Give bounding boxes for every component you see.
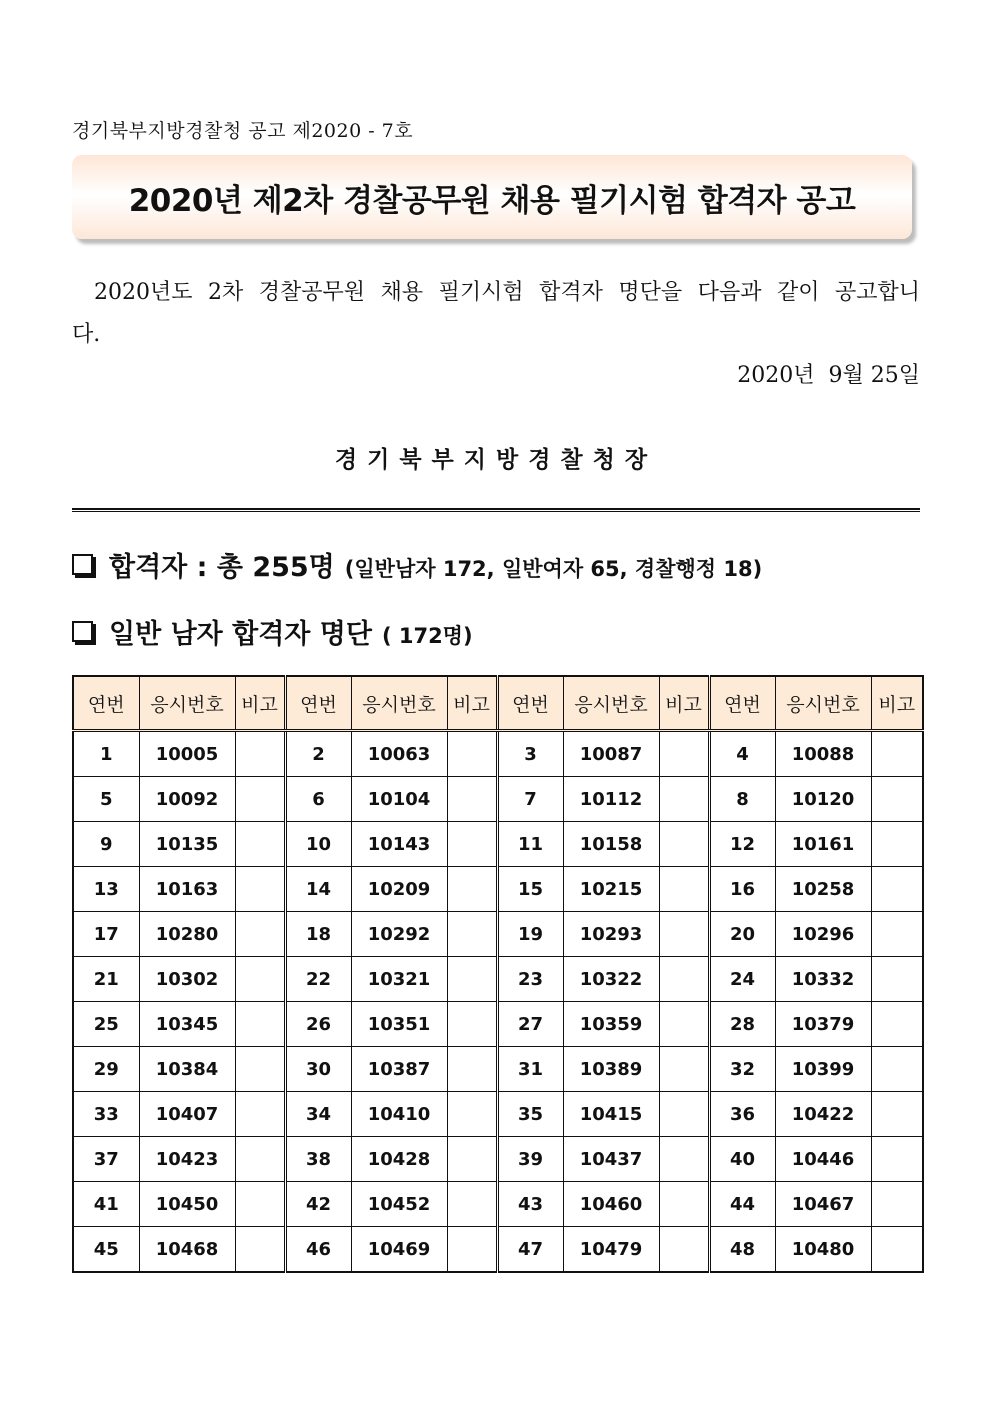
section-total-heading bbox=[72, 545, 762, 584]
exam-number-cell: 10321 bbox=[351, 957, 447, 1002]
seq-cell: 6 bbox=[285, 777, 351, 822]
exam-number-cell: 10468 bbox=[139, 1227, 235, 1273]
exam-number-cell: 10112 bbox=[563, 777, 659, 822]
remark-cell bbox=[871, 777, 923, 822]
table-header-row bbox=[73, 676, 923, 731]
seq-cell: 33 bbox=[73, 1092, 139, 1137]
exam-number-cell: 10120 bbox=[775, 777, 871, 822]
remark-cell bbox=[235, 912, 285, 957]
issuer-name: 경기북부지방경찰청장 bbox=[334, 446, 658, 473]
exam-number-cell: 10410 bbox=[351, 1092, 447, 1137]
exam-number-cell: 10005 bbox=[139, 731, 235, 777]
exam-number-cell: 10452 bbox=[351, 1182, 447, 1227]
exam-number-cell: 10088 bbox=[775, 731, 871, 777]
remark-cell bbox=[447, 912, 497, 957]
col-header-remark: 비고 bbox=[871, 676, 923, 731]
col-header-remark: 비고 bbox=[659, 676, 709, 731]
col-header-seq: 연번 bbox=[709, 676, 775, 731]
exam-number-cell: 10480 bbox=[775, 1227, 871, 1273]
remark-cell bbox=[659, 731, 709, 777]
exam-number-cell: 10104 bbox=[351, 777, 447, 822]
seq-cell: 42 bbox=[285, 1182, 351, 1227]
section-total-title: 합격자 : 총 255명 bbox=[109, 552, 335, 583]
remark-cell bbox=[447, 957, 497, 1002]
remark-cell bbox=[659, 1092, 709, 1137]
remark-cell bbox=[235, 957, 285, 1002]
remark-cell bbox=[659, 957, 709, 1002]
seq-cell: 12 bbox=[709, 822, 775, 867]
seq-cell: 36 bbox=[709, 1092, 775, 1137]
seq-cell: 47 bbox=[497, 1227, 563, 1273]
seq-cell: 24 bbox=[709, 957, 775, 1002]
intro-text: 2020년도 2차 경찰공무원 채용 필기시험 합격자 명단을 다음과 같이 공고합니다. bbox=[72, 280, 920, 347]
remark-cell bbox=[871, 1227, 923, 1273]
seq-cell: 13 bbox=[73, 867, 139, 912]
exam-number-cell: 10479 bbox=[563, 1227, 659, 1273]
seq-cell: 31 bbox=[497, 1047, 563, 1092]
remark-cell bbox=[871, 1047, 923, 1092]
seq-cell: 35 bbox=[497, 1092, 563, 1137]
section-male-title: 일반 남자 합격자 명단 bbox=[109, 619, 372, 650]
seq-cell: 37 bbox=[73, 1137, 139, 1182]
seq-cell: 25 bbox=[73, 1002, 139, 1047]
seq-cell: 22 bbox=[285, 957, 351, 1002]
remark-cell bbox=[659, 867, 709, 912]
notice-number: 경기북부지방경찰청 공고 제2020 - 7호 bbox=[72, 120, 414, 142]
table-row bbox=[73, 1092, 923, 1137]
exam-number-cell: 10450 bbox=[139, 1182, 235, 1227]
exam-number-cell: 10332 bbox=[775, 957, 871, 1002]
exam-number-cell: 10209 bbox=[351, 867, 447, 912]
exam-number-cell: 10322 bbox=[563, 957, 659, 1002]
notice-date: 2020년 9월 25일 bbox=[737, 363, 920, 388]
remark-cell bbox=[235, 822, 285, 867]
remark-cell bbox=[659, 777, 709, 822]
exam-number-cell: 10389 bbox=[563, 1047, 659, 1092]
seq-cell: 26 bbox=[285, 1002, 351, 1047]
exam-number-cell: 10345 bbox=[139, 1002, 235, 1047]
seq-cell: 28 bbox=[709, 1002, 775, 1047]
seq-cell: 38 bbox=[285, 1137, 351, 1182]
exam-number-cell: 10158 bbox=[563, 822, 659, 867]
exam-number-cell: 10293 bbox=[563, 912, 659, 957]
table-row bbox=[73, 957, 923, 1002]
table-row bbox=[73, 1047, 923, 1092]
col-header-exam-no: 응시번호 bbox=[775, 676, 871, 731]
seq-cell: 32 bbox=[709, 1047, 775, 1092]
table-row bbox=[73, 1002, 923, 1047]
remark-cell bbox=[871, 957, 923, 1002]
exam-number-cell: 10407 bbox=[139, 1092, 235, 1137]
checkbox-bullet-icon bbox=[72, 554, 93, 575]
seq-cell: 44 bbox=[709, 1182, 775, 1227]
remark-cell bbox=[659, 822, 709, 867]
remark-cell bbox=[871, 1002, 923, 1047]
section-male-detail: ( 172명) bbox=[381, 624, 473, 648]
remark-cell bbox=[659, 1227, 709, 1273]
exam-number-cell: 10258 bbox=[775, 867, 871, 912]
remark-cell bbox=[659, 1182, 709, 1227]
remark-cell bbox=[871, 822, 923, 867]
section-male-heading bbox=[72, 612, 473, 651]
remark-cell bbox=[871, 912, 923, 957]
remark-cell bbox=[659, 1047, 709, 1092]
col-header-exam-no: 응시번호 bbox=[563, 676, 659, 731]
col-header-exam-no: 응시번호 bbox=[139, 676, 235, 731]
seq-cell: 15 bbox=[497, 867, 563, 912]
seq-cell: 27 bbox=[497, 1002, 563, 1047]
exam-number-cell: 10384 bbox=[139, 1047, 235, 1092]
seq-cell: 45 bbox=[73, 1227, 139, 1273]
seq-cell: 18 bbox=[285, 912, 351, 957]
seq-cell: 2 bbox=[285, 731, 351, 777]
exam-number-cell: 10359 bbox=[563, 1002, 659, 1047]
seq-cell: 14 bbox=[285, 867, 351, 912]
table-row bbox=[73, 912, 923, 957]
col-header-seq: 연번 bbox=[285, 676, 351, 731]
section-total-detail: (일반남자 172, 일반여자 65, 경찰행정 18) bbox=[344, 557, 763, 581]
table-row bbox=[73, 822, 923, 867]
seq-cell: 41 bbox=[73, 1182, 139, 1227]
remark-cell bbox=[871, 1092, 923, 1137]
checkbox-bullet-icon bbox=[72, 621, 93, 642]
exam-number-cell: 10087 bbox=[563, 731, 659, 777]
seq-cell: 39 bbox=[497, 1137, 563, 1182]
exam-number-cell: 10422 bbox=[775, 1092, 871, 1137]
exam-number-cell: 10437 bbox=[563, 1137, 659, 1182]
remark-cell bbox=[447, 1182, 497, 1227]
exam-number-cell: 10292 bbox=[351, 912, 447, 957]
remark-cell bbox=[235, 777, 285, 822]
exam-number-cell: 10215 bbox=[563, 867, 659, 912]
exam-number-cell: 10092 bbox=[139, 777, 235, 822]
remark-cell bbox=[235, 1047, 285, 1092]
seq-cell: 3 bbox=[497, 731, 563, 777]
title-banner bbox=[72, 155, 912, 239]
seq-cell: 7 bbox=[497, 777, 563, 822]
exam-number-cell: 10469 bbox=[351, 1227, 447, 1273]
col-header-exam-no: 응시번호 bbox=[351, 676, 447, 731]
remark-cell bbox=[659, 1137, 709, 1182]
remark-cell bbox=[871, 1137, 923, 1182]
seq-cell: 29 bbox=[73, 1047, 139, 1092]
remark-cell bbox=[447, 1047, 497, 1092]
exam-number-cell: 10296 bbox=[775, 912, 871, 957]
intro-paragraph bbox=[72, 272, 920, 356]
remark-cell bbox=[871, 731, 923, 777]
table-row bbox=[73, 1182, 923, 1227]
seq-cell: 17 bbox=[73, 912, 139, 957]
exam-number-cell: 10423 bbox=[139, 1137, 235, 1182]
seq-cell: 40 bbox=[709, 1137, 775, 1182]
remark-cell bbox=[447, 731, 497, 777]
seq-cell: 5 bbox=[73, 777, 139, 822]
exam-number-cell: 10143 bbox=[351, 822, 447, 867]
divider bbox=[72, 508, 920, 512]
remark-cell bbox=[235, 1137, 285, 1182]
remark-cell bbox=[447, 1227, 497, 1273]
exam-number-cell: 10351 bbox=[351, 1002, 447, 1047]
seq-cell: 30 bbox=[285, 1047, 351, 1092]
remark-cell bbox=[235, 731, 285, 777]
remark-cell bbox=[447, 1092, 497, 1137]
seq-cell: 16 bbox=[709, 867, 775, 912]
col-header-remark: 비고 bbox=[447, 676, 497, 731]
exam-number-cell: 10280 bbox=[139, 912, 235, 957]
seq-cell: 9 bbox=[73, 822, 139, 867]
remark-cell bbox=[659, 912, 709, 957]
remark-cell bbox=[447, 822, 497, 867]
table-row bbox=[73, 731, 923, 777]
col-header-seq: 연번 bbox=[73, 676, 139, 731]
seq-cell: 10 bbox=[285, 822, 351, 867]
seq-cell: 34 bbox=[285, 1092, 351, 1137]
seq-cell: 4 bbox=[709, 731, 775, 777]
seq-cell: 43 bbox=[497, 1182, 563, 1227]
seq-cell: 46 bbox=[285, 1227, 351, 1273]
exam-number-cell: 10467 bbox=[775, 1182, 871, 1227]
exam-number-cell: 10135 bbox=[139, 822, 235, 867]
exam-number-cell: 10302 bbox=[139, 957, 235, 1002]
page-title: 2020년 제2차 경찰공무원 채용 필기시험 합격자 공고 bbox=[128, 182, 856, 219]
seq-cell: 1 bbox=[73, 731, 139, 777]
exam-number-cell: 10428 bbox=[351, 1137, 447, 1182]
remark-cell bbox=[447, 1137, 497, 1182]
exam-number-cell: 10460 bbox=[563, 1182, 659, 1227]
seq-cell: 19 bbox=[497, 912, 563, 957]
exam-number-cell: 10379 bbox=[775, 1002, 871, 1047]
exam-number-cell: 10387 bbox=[351, 1047, 447, 1092]
table-row bbox=[73, 867, 923, 912]
exam-number-cell: 10446 bbox=[775, 1137, 871, 1182]
col-header-remark: 비고 bbox=[235, 676, 285, 731]
table-row bbox=[73, 1137, 923, 1182]
seq-cell: 21 bbox=[73, 957, 139, 1002]
exam-number-cell: 10399 bbox=[775, 1047, 871, 1092]
remark-cell bbox=[235, 1227, 285, 1273]
remark-cell bbox=[235, 1092, 285, 1137]
table-row bbox=[73, 777, 923, 822]
seq-cell: 48 bbox=[709, 1227, 775, 1273]
remark-cell bbox=[447, 867, 497, 912]
roster-table bbox=[72, 675, 924, 1273]
table-row bbox=[73, 1227, 923, 1273]
remark-cell bbox=[871, 1182, 923, 1227]
seq-cell: 8 bbox=[709, 777, 775, 822]
exam-number-cell: 10415 bbox=[563, 1092, 659, 1137]
roster-body bbox=[73, 731, 923, 1273]
remark-cell bbox=[235, 867, 285, 912]
exam-number-cell: 10161 bbox=[775, 822, 871, 867]
remark-cell bbox=[235, 1182, 285, 1227]
col-header-seq: 연번 bbox=[497, 676, 563, 731]
remark-cell bbox=[235, 1002, 285, 1047]
seq-cell: 23 bbox=[497, 957, 563, 1002]
seq-cell: 20 bbox=[709, 912, 775, 957]
remark-cell bbox=[447, 777, 497, 822]
remark-cell bbox=[871, 867, 923, 912]
remark-cell bbox=[447, 1002, 497, 1047]
exam-number-cell: 10063 bbox=[351, 731, 447, 777]
remark-cell bbox=[659, 1002, 709, 1047]
seq-cell: 11 bbox=[497, 822, 563, 867]
exam-number-cell: 10163 bbox=[139, 867, 235, 912]
